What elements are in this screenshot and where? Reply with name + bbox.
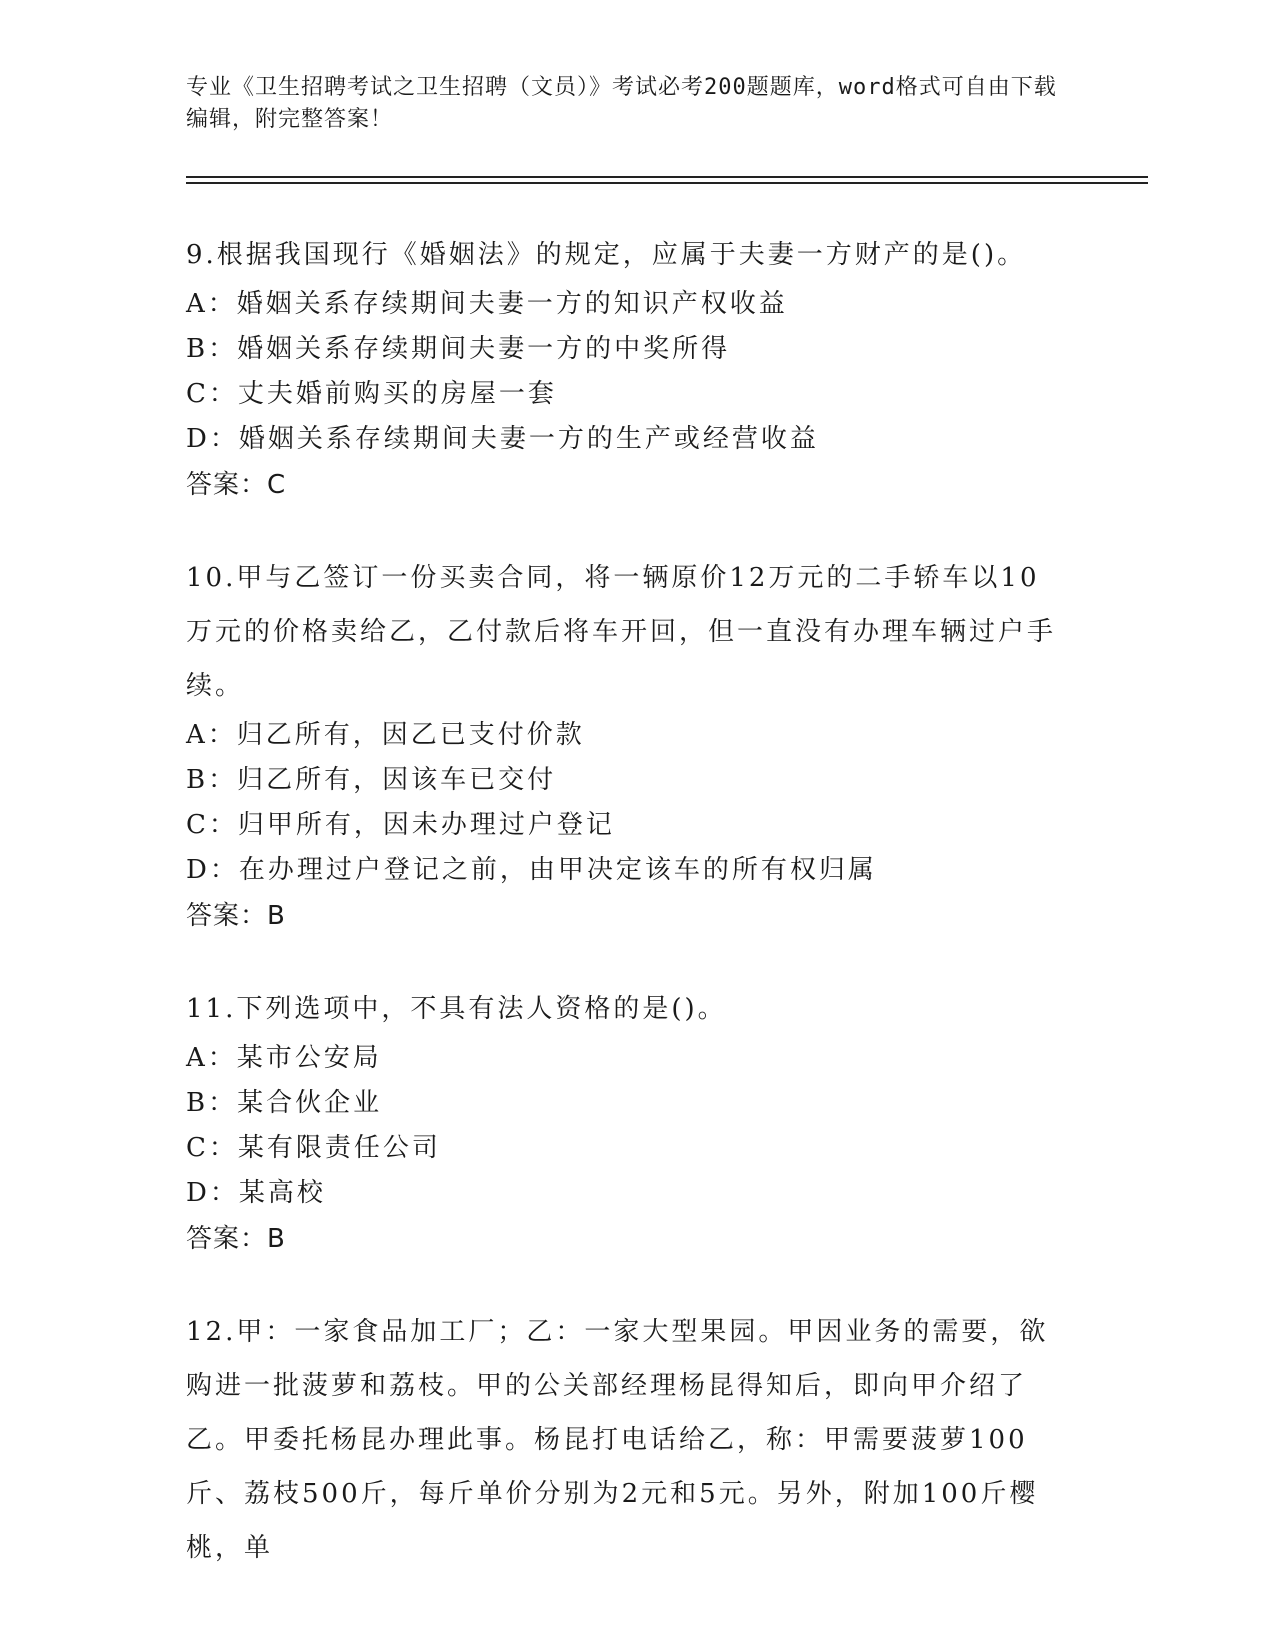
option-a: A：某市公安局 xyxy=(186,1043,382,1073)
question-11 xyxy=(186,982,1066,1261)
option-c: C：某有限责任公司 xyxy=(186,1133,441,1163)
option-a: A：婚姻关系存续期间夫妻一方的知识产权收益 xyxy=(186,289,788,319)
answer-label: 答案：C xyxy=(186,470,287,500)
option-b: B：某合伙企业 xyxy=(186,1088,383,1118)
header-divider-top xyxy=(186,176,1148,178)
header-divider-bottom xyxy=(186,182,1148,184)
option-c: C：归甲所有，因未办理过户登记 xyxy=(186,810,615,840)
question-text: 10.甲与乙签订一份买卖合同，将一辆原价12万元的二手轿车以10万元的价格卖给乙，乙付款后将车开回，但一直没有办理车辆过户手续。 xyxy=(186,563,1057,701)
question-text: 12.甲：一家食品加工厂；乙：一家大型果园。甲因业务的需要，欲购进一批菠萝和荔枝。甲的公关部经理杨昆得知后，即向甲介绍了乙。甲委托杨昆办理此事。杨昆打电话给乙，称：甲需要菠萝100斤、荔枝500斤，每斤单价分别为2元和5元。另外，附加100斤樱桃，单 xyxy=(186,1317,1049,1563)
question-list xyxy=(186,228,1066,1619)
question-9 xyxy=(186,228,1066,507)
option-a: A：归乙所有，因乙已支付价款 xyxy=(186,720,585,750)
answer-label: 答案：B xyxy=(186,901,286,931)
document-header xyxy=(186,72,1066,136)
option-b: B：归乙所有，因该车已交付 xyxy=(186,765,557,795)
answer-label: 答案：B xyxy=(186,1224,286,1254)
question-text: 9.根据我国现行《婚姻法》的规定，应属于夫妻一方财产的是()。 xyxy=(186,240,1027,270)
header-text: 专业《卫生招聘考试之卫生招聘（文员）》考试必考200题题库，word格式可自由下载编辑，附完整答案！ xyxy=(186,75,1057,132)
option-d: D：在办理过户登记之前，由甲决定该车的所有权归属 xyxy=(186,855,877,885)
option-b: B：婚姻关系存续期间夫妻一方的中奖所得 xyxy=(186,334,731,364)
question-12 xyxy=(186,1305,1066,1575)
option-d: D：某高校 xyxy=(186,1178,326,1208)
option-c: C：丈夫婚前购买的房屋一套 xyxy=(186,379,557,409)
question-text: 11.下列选项中，不具有法人资格的是()。 xyxy=(186,994,727,1024)
option-d: D：婚姻关系存续期间夫妻一方的生产或经营收益 xyxy=(186,424,819,454)
question-10 xyxy=(186,551,1066,938)
